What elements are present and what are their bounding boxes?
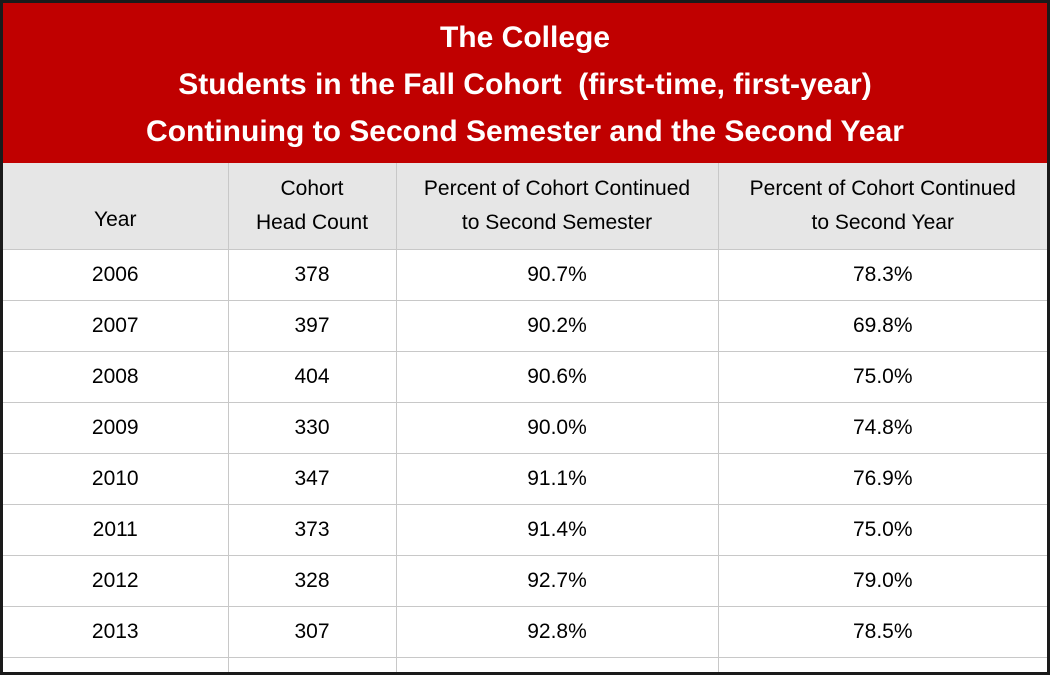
title-line-1: The College xyxy=(439,20,611,54)
cell-year: 2007 xyxy=(3,300,228,351)
cell-second-semester: 90.0% xyxy=(396,402,718,453)
table-row xyxy=(3,453,1047,504)
cell-empty xyxy=(3,657,228,675)
header-second-semester: Percent of Cohort Continued to Second Semester xyxy=(396,163,718,249)
cell-year: 2006 xyxy=(3,249,228,300)
cell-year: 2009 xyxy=(3,402,228,453)
cell-second-year: 74.8% xyxy=(718,402,1047,453)
cell-year: 2010 xyxy=(3,453,228,504)
title-banner xyxy=(3,3,1047,163)
cell-head-count: 330 xyxy=(228,402,396,453)
cell-head-count: 373 xyxy=(228,504,396,555)
header-year: Year xyxy=(3,163,228,249)
cell-second-year: 79.0% xyxy=(718,555,1047,606)
title-line-2: Students in the Fall Cohort (first-time, first-year) xyxy=(178,67,872,101)
cell-year: 2011 xyxy=(3,504,228,555)
cell-year: 2008 xyxy=(3,351,228,402)
cell-second-semester: 92.8% xyxy=(396,606,718,657)
cell-head-count: 307 xyxy=(228,606,396,657)
cell-second-year: 75.0% xyxy=(718,504,1047,555)
table-header-row xyxy=(3,163,1047,249)
table-row xyxy=(3,300,1047,351)
table-row xyxy=(3,504,1047,555)
cell-second-semester: 90.6% xyxy=(396,351,718,402)
cell-head-count: 328 xyxy=(228,555,396,606)
header-second-year: Percent of Cohort Continued to Second Year xyxy=(718,163,1047,249)
title-line-3: Continuing to Second Semester and the Second Year xyxy=(146,114,904,148)
cell-second-year: 75.0% xyxy=(718,351,1047,402)
cell-head-count: 347 xyxy=(228,453,396,504)
cell-head-count: 378 xyxy=(228,249,396,300)
table-row xyxy=(3,606,1047,657)
cell-head-count: 404 xyxy=(228,351,396,402)
table-row xyxy=(3,402,1047,453)
cell-second-semester: 90.7% xyxy=(396,249,718,300)
table-row xyxy=(3,555,1047,606)
cell-empty xyxy=(228,657,396,675)
cell-second-year: 78.5% xyxy=(718,606,1047,657)
cell-empty xyxy=(718,657,1047,675)
header-head-count: Cohort Head Count xyxy=(228,163,396,249)
cell-second-year: 76.9% xyxy=(718,453,1047,504)
cell-second-year: 69.8% xyxy=(718,300,1047,351)
cell-second-year: 78.3% xyxy=(718,249,1047,300)
table-row xyxy=(3,351,1047,402)
cohort-table xyxy=(3,163,1047,675)
cell-second-semester: 91.4% xyxy=(396,504,718,555)
cell-year: 2012 xyxy=(3,555,228,606)
cell-head-count: 397 xyxy=(228,300,396,351)
table-row xyxy=(3,249,1047,300)
cell-second-semester: 90.2% xyxy=(396,300,718,351)
cell-second-semester: 92.7% xyxy=(396,555,718,606)
cell-empty xyxy=(396,657,718,675)
cell-year: 2013 xyxy=(3,606,228,657)
table-row-cut-off xyxy=(3,657,1047,675)
cell-second-semester: 91.1% xyxy=(396,453,718,504)
